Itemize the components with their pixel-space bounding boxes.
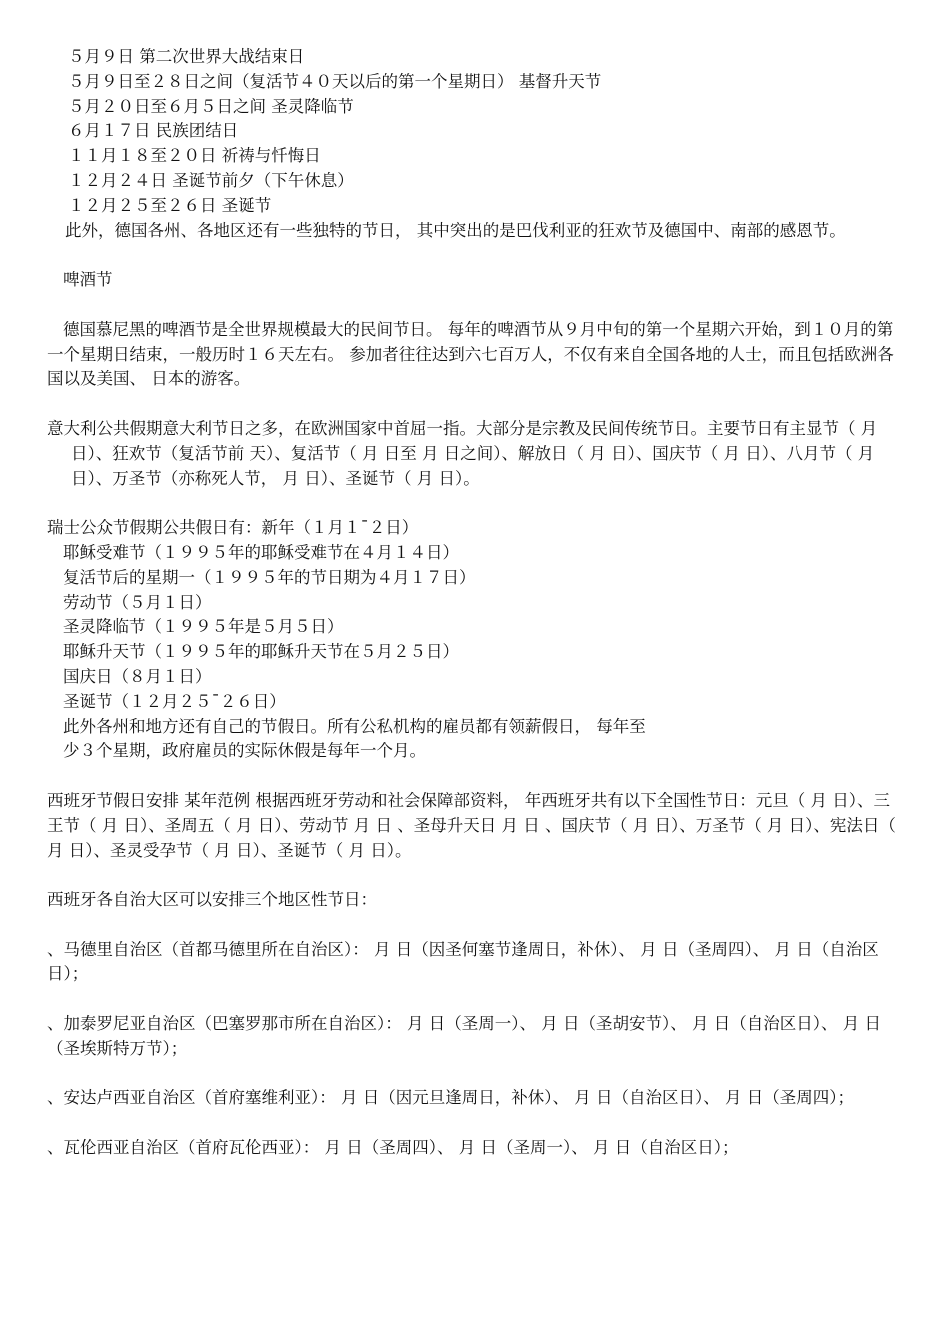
spain-region-item: 、安达卢西亚自治区（首府塞维利亚）： 月 日（因元旦逢周日，补休）、 月 日（自治区日）、 月 日（圣周四）； <box>47 1088 854 1108</box>
swiss-item: 耶稣受难节（１９９５年的耶稣受难节在４月１４日） <box>63 542 459 562</box>
swiss-heading: 瑞士公众节假期公共假日有：新年（１月１¯２日） <box>47 518 419 538</box>
holiday-line: １２月２５至２６日 圣诞节 <box>68 195 272 215</box>
spain-paragraph: 西班牙节假日安排 某年范例 根据西班牙劳动和社会保障部资料， 年西班牙共有以下全国性节日：元旦（ 月 日）、三王节（ 月 日）、圣周五（ 月 日）、劳动节 月 日 、圣母升天日 月 日 、国庆节（ 月 日）、万圣节（ 月 日）、宪法日（ 月 日）、圣灵受孕节（ 月 日）、圣诞节（ 月 日）。 <box>47 790 902 860</box>
holiday-line: ５月９日至２８日之间（复活节４０天以后的第一个星期日） 基督升天节 <box>68 71 602 91</box>
germany-note: 此外，德国各州、各地区还有一些独特的节日， 其中突出的是巴伐利亚的狂欢节及德国中、南部的感恩节。 <box>65 220 846 240</box>
holiday-line: ５月２０日至６月５日之间 圣灵降临节 <box>68 96 354 116</box>
holiday-line: １１月１８至２０日 祈祷与忏悔日 <box>68 146 321 166</box>
holiday-line: １２月２４日 圣诞节前夕（下午休息） <box>68 170 354 190</box>
swiss-item: 少３个星期，政府雇员的实际休假是每年一个月。 <box>63 741 426 761</box>
swiss-item: 国庆日（８月１日） <box>63 666 212 686</box>
holiday-line: ６月１７日 民族团结日 <box>68 121 239 141</box>
italy-paragraph: 意大利公共假期意大利节日之多，在欧洲国家中首屈一指。大部分是宗教及民间传统节日。主要节日有主显节（ 月 日）、狂欢节（复活节前 天）、复活节（ 月 日至 月 日之间）、解放日（ 月 日）、国庆节（ 月 日）、八月节（ 月 日）、万圣节（亦称死人节， 月 日）、圣诞节（ 月 日）。 <box>47 418 883 488</box>
document-body <box>47 45 905 1161</box>
swiss-item: 劳动节（５月１日） <box>63 592 212 612</box>
spain-regions-intro: 西班牙各自治大区可以安排三个地区性节日： <box>47 890 377 910</box>
spain-region-item: 、加泰罗尼亚自治区（巴塞罗那市所在自治区）： 月 日（圣周一）、 月 日（圣胡安节）、 月 日（自治区日）、 月 日（圣埃斯特万节）； <box>47 1014 881 1058</box>
swiss-item: 耶稣升天节（１９９５年的耶稣升天节在５月２５日） <box>63 642 459 662</box>
beer-festival-paragraph: 德国慕尼黑的啤酒节是全世界规模最大的民间节日。 每年的啤酒节从９月中旬的第一个星期六开始，到１０月的第一个星期日结束，一般历时１６天左右。 参加者往往达到六七百万人，不仅有来自全国各地的人士，而且包括欧洲各国以及美国、 日本的游客。 <box>47 319 894 389</box>
swiss-item: 圣灵降临节（１９９５年是５月５日） <box>63 617 344 637</box>
beer-festival-heading: 啤酒节 <box>63 270 113 290</box>
swiss-item: 此外各州和地方还有自己的节假日。所有公私机构的雇员都有领薪假日， 每年至 <box>63 716 646 736</box>
swiss-item: 圣诞节（１２月２５¯２６日） <box>63 691 286 711</box>
spain-region-item: 、马德里自治区（首都马德里所在自治区）： 月 日（因圣何塞节逢周日，补休）、 月 日（圣周四）、 月 日（自治区日）； <box>47 939 879 984</box>
spain-region-item: 、瓦伦西亚自治区（首府瓦伦西亚）： 月 日（圣周四）、 月 日（圣周一）、 月 日（自治区日）； <box>47 1138 739 1158</box>
swiss-item: 复活节后的星期一（１９９５年的节日期为４月１７日） <box>63 567 476 587</box>
holiday-line: ５月９日 第二次世界大战结束日 <box>68 47 305 66</box>
